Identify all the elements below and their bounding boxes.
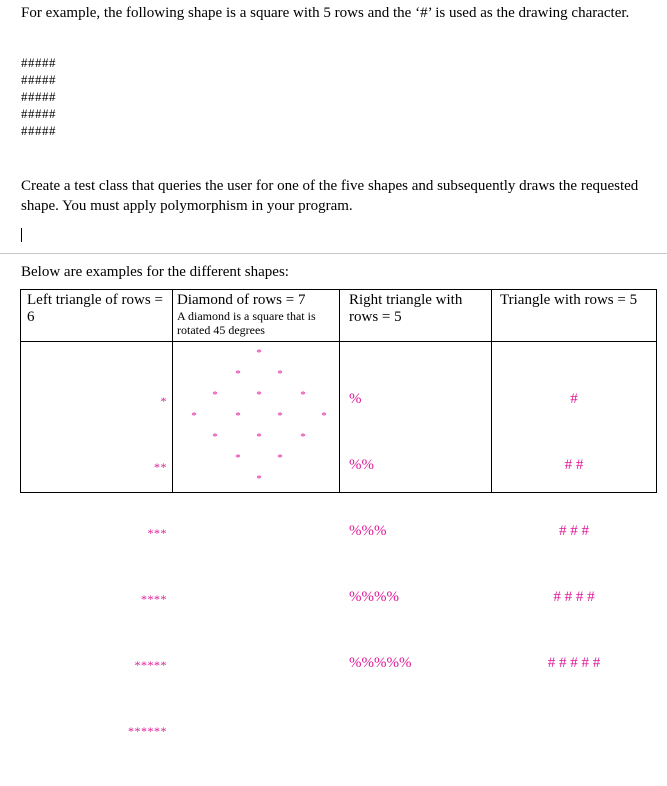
diamond-star: *: [235, 410, 241, 422]
shape-row: ****: [141, 592, 167, 606]
diamond-star: *: [277, 410, 283, 422]
diamond-star: *: [300, 431, 306, 443]
right-triangle-title: Right triangle with rows = 5: [349, 292, 463, 325]
intro-paragraph: For example, the following shape is a square with 5 rows and the ‘#’ is used as the drawing character.: [21, 5, 630, 21]
shape-row: # # # # #: [547, 655, 601, 671]
diamond-star: *: [277, 368, 283, 380]
square-row: #####: [21, 123, 56, 138]
header-right-triangle: [340, 290, 492, 342]
diamond-star: *: [212, 389, 218, 401]
shapes-table: [20, 289, 657, 738]
triangle-shape: [492, 344, 656, 718]
diamond-star: *: [235, 452, 241, 464]
diamond-subtitle: A diamond is a square that is rotated 45 degrees: [177, 309, 316, 337]
square-row: #####: [21, 89, 56, 104]
triangle-cell: [492, 342, 657, 671]
shape-row: %: [349, 391, 362, 407]
shape-row: %%%%: [349, 589, 399, 605]
left-triangle-shape: [128, 346, 167, 786]
shape-row: ***: [147, 526, 167, 540]
page-break-line: [0, 253, 667, 254]
diamond-cell: [173, 342, 340, 493]
shape-row: ******: [128, 724, 167, 738]
diamond-star: *: [300, 389, 306, 401]
diamond-title: Diamond of rows = 7: [177, 292, 306, 308]
diamond-star: *: [256, 473, 262, 485]
shape-row: *: [160, 394, 167, 408]
diamond-star: *: [256, 431, 262, 443]
task-paragraph: Create a test class that queries the user for one of the five shapes and subsequently draws the requested shape. You must apply polymorphism in your program.: [21, 178, 639, 214]
right-triangle-shape: [349, 344, 411, 718]
square-row: #####: [21, 72, 56, 87]
shape-row: *****: [134, 658, 167, 672]
diamond-star: *: [235, 368, 241, 380]
square-row: #####: [21, 55, 56, 70]
shape-row: **: [154, 460, 167, 474]
header-left-triangle: [21, 290, 173, 342]
shape-row: %%%: [349, 523, 387, 539]
header-diamond: [173, 290, 340, 342]
diamond-star: *: [321, 410, 327, 422]
shape-row: # # #: [559, 523, 589, 539]
shape-row: # #: [564, 457, 584, 473]
diamond-star: *: [256, 347, 262, 359]
square-row: #####: [21, 106, 56, 121]
shape-row: #: [570, 391, 578, 407]
shape-row: # # # #: [553, 589, 595, 605]
header-triangle: [492, 290, 657, 342]
diamond-star: *: [256, 389, 262, 401]
right-triangle-cell: [340, 342, 492, 671]
shape-row: %%%%%: [349, 655, 412, 671]
diamond-star: *: [191, 410, 197, 422]
diamond-star: *: [277, 452, 283, 464]
shape-row: %%: [349, 457, 374, 473]
text-cursor[interactable]: [21, 228, 22, 242]
left-triangle-cell: [21, 342, 173, 738]
examples-heading: Below are examples for the different shapes:: [21, 264, 289, 280]
diamond-shape: [173, 342, 339, 492]
left-triangle-title: Left triangle of rows = 6: [27, 292, 163, 325]
triangle-title: Triangle with rows = 5: [500, 292, 638, 308]
diamond-star: *: [212, 431, 218, 443]
